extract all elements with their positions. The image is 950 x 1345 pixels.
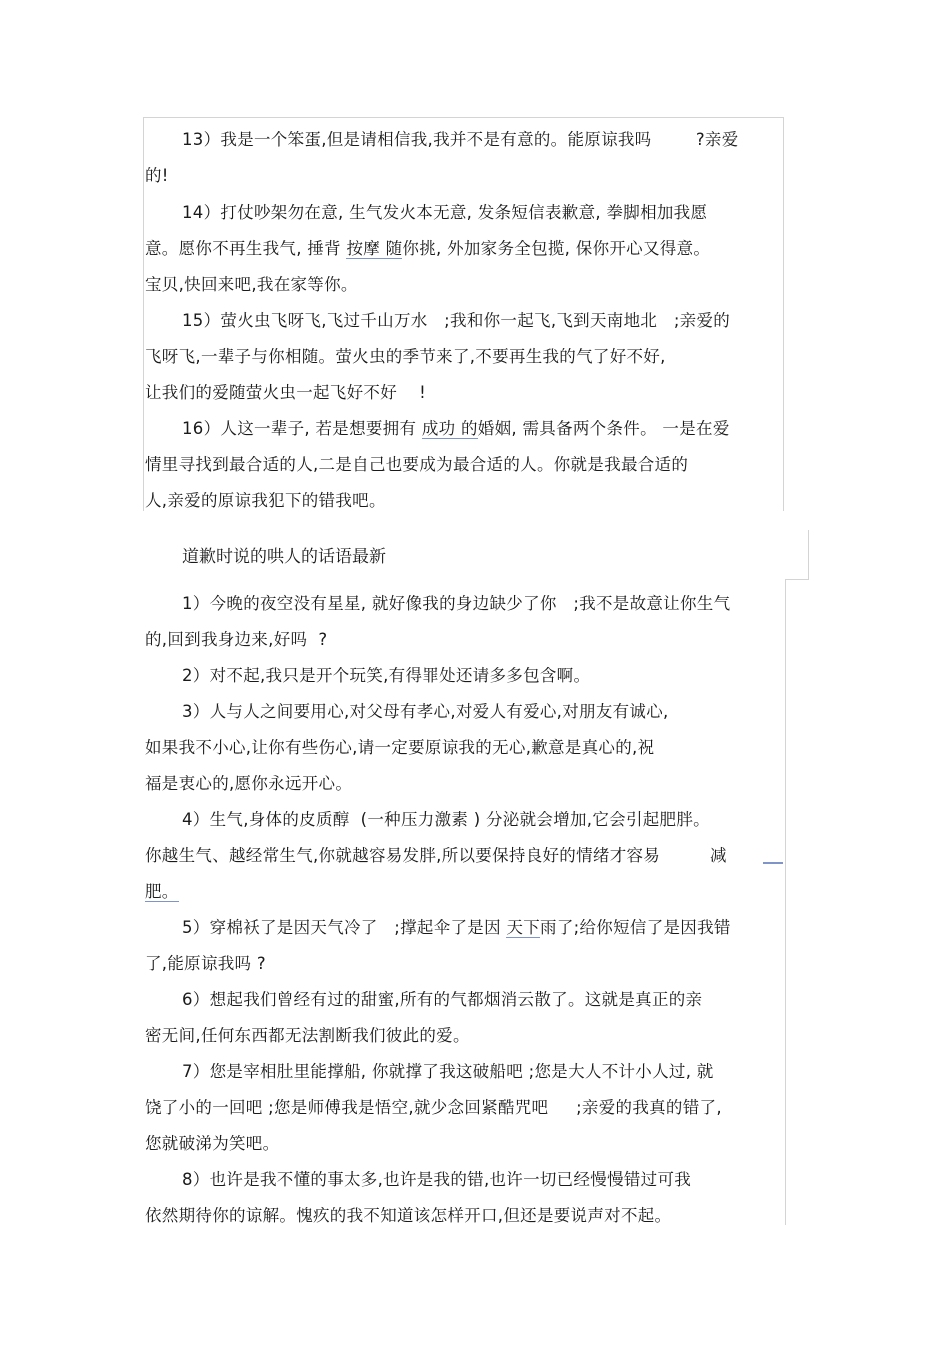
- item-8-line-2: 依然期待你的谅解。愧疚的我不知道该怎样开口,但还是要说声对不起。: [145, 1206, 672, 1225]
- frame-right-rule: [783, 117, 784, 511]
- frame-right-rule-3: [785, 579, 786, 1225]
- underlined-word: 成功 的: [421, 419, 478, 438]
- item-4-line-1: 4）生气,身体的皮质醇 (一种压力激素 ) 分泌就会增加,它会引起肥胖。: [182, 810, 710, 829]
- text-span: 雨了;给你短信了是因我错: [540, 918, 731, 937]
- item-1-line-2: 的,回到我身边来,好吗 ?: [145, 630, 328, 649]
- item-3-line-1: 3）人与人之间要用心,对父母有孝心,对爱人有爱心,对朋友有诚心,: [182, 702, 669, 721]
- item-7-line-2: 饶了小的一回吧 ;您是师傅我是悟空,就少念回紧酷咒吧 ;亲爱的我真的错了,: [145, 1098, 722, 1117]
- item-6-line-1: 6）想起我们曾经有过的甜蜜,所有的气都烟消云散了。这就是真正的亲: [182, 990, 703, 1009]
- item-4-line-2: 你越生气、越经常生气,你就越容易发胖,所以要保持良好的情绪才容易 减: [145, 846, 727, 865]
- item-7-line-3: 您就破涕为笑吧。: [145, 1134, 280, 1153]
- item-6-line-2: 密无间,任何东西都无法割断我们彼此的爱。: [145, 1026, 470, 1045]
- para-15-line-1: 15）萤火虫飞呀飞,飞过千山万水 ;我和你一起飞,飞到天南地北 ;亲爱的: [182, 311, 731, 330]
- frame-right-rule-2: [808, 530, 809, 580]
- underlined-word: 肥。: [145, 882, 179, 901]
- underlined-word: 按摩 随: [346, 239, 403, 258]
- text-span: 5）穿棉袄了是因天气冷了 ;撑起伞了是因: [182, 918, 507, 937]
- para-14-line-3: 宝贝,快回来吧,我在家等你。: [145, 275, 358, 294]
- item-4-line-3: [145, 880, 179, 904]
- item-3-line-3: 福是衷心的,愿你永远开心。: [145, 774, 353, 793]
- frame-top-rule: [143, 117, 783, 118]
- item-8-line-1: 8）也许是我不懂的事太多,也许是我的错,也许一切已经慢慢错过可我: [182, 1170, 692, 1189]
- item-3-line-2: 如果我不小心,让你有些伤心,请一定要原谅我的无心,歉意是真心的,祝: [145, 738, 655, 757]
- para-16-line-2: 情里寻找到最合适的人,二是自己也要成为最合适的人。你就是我最合适的: [145, 455, 689, 474]
- section-title: 道歉时说的哄人的话语最新: [182, 547, 386, 567]
- frame-left-rule: [143, 117, 144, 511]
- para-14-line-1: 14）打仗吵架勿在意, 生气发火本无意, 发条短信表歉意, 拳脚相加我愿: [182, 203, 708, 222]
- para-15-line-3: 让我们的爱随萤火虫一起飞好不好 !: [145, 383, 427, 402]
- text-span: 婚姻, 需具备两个条件。 一是在爱: [477, 419, 730, 438]
- item-5-line-1: [182, 916, 731, 940]
- item-5-line-2: 了,能原谅我吗 ?: [145, 954, 266, 973]
- para-14-line-2: [145, 237, 710, 261]
- para-13-line-1: 13）我是一个笨蛋,但是请相信我,我并不是有意的。能原谅我吗 ?亲爱: [182, 130, 739, 149]
- revision-mark: [763, 862, 783, 864]
- item-1-line-1: 1）今晚的夜空没有星星, 就好像我的身边缺少了你 ;我不是故意让你生气: [182, 594, 731, 613]
- text-span: 意。愿你不再生我气, 捶背: [145, 239, 347, 258]
- para-16-line-1: [182, 417, 730, 441]
- text-span: 你挑, 外加家务全包揽, 保你开心又得意。: [402, 239, 711, 258]
- para-13-line-2: 的!: [145, 166, 169, 185]
- item-2-line-1: 2）对不起,我只是开个玩笑,有得罪处还请多多包含啊。: [182, 666, 591, 685]
- para-16-line-3: 人,亲爱的原谅我犯下的错我吧。: [145, 491, 386, 510]
- item-7-line-1: 7）您是宰相肚里能撑船, 你就撑了我这破船吧 ;您是大人不计小人过, 就: [182, 1062, 714, 1081]
- text-span: 16）人这一辈子, 若是想要拥有: [182, 419, 422, 438]
- frame-step-rule: [785, 579, 809, 580]
- para-15-line-2: 飞呀飞,一辈子与你相随。萤火虫的季节来了,不要再生我的气了好不好,: [145, 347, 666, 366]
- underlined-word: 天下: [506, 918, 541, 937]
